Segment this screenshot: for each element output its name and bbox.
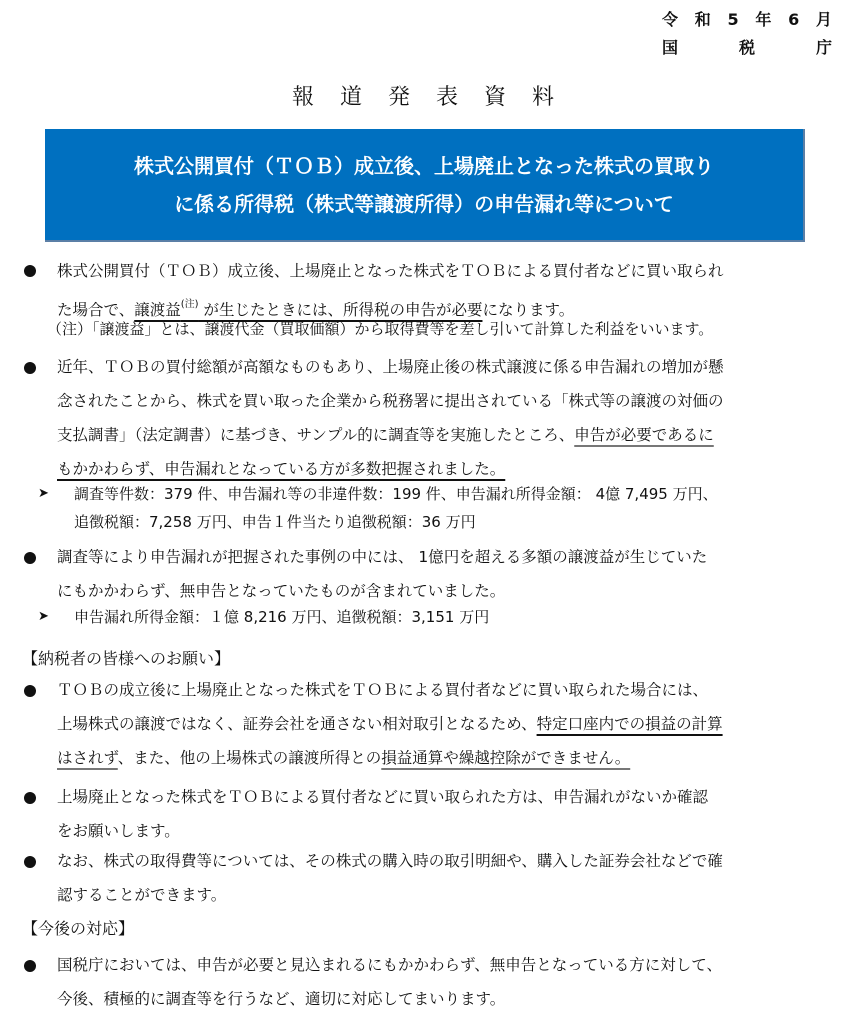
text-line: 念されたことから、株式を買い取った企業から税務署に提出されている「株式等の譲渡の対価の	[57, 392, 724, 410]
text-line: 株式公開買付（ＴＯＢ）成立後、上場廃止となった株式をＴＯＢによる買付者などに買い取られ	[57, 262, 724, 280]
arrow-bullet-icon: ➤	[38, 609, 49, 624]
bullet-paragraph-3	[57, 540, 837, 608]
footnote-marker: (注)	[180, 299, 199, 310]
underlined-text: もかかわらず、申告漏れとなっている方が多数把握されました。	[57, 460, 506, 478]
text-line: をお願いします。	[57, 822, 180, 840]
date-char: 6	[788, 10, 800, 29]
footnote: （注）「譲渡益」とは、譲渡代金（買取価額）から取得費等を差し引いて計算した利益をいいます。	[47, 320, 714, 338]
text-line: ＴＯＢの成立後に上場廃止となった株式をＴＯＢによる買付者などに買い取られた場合には、	[57, 681, 709, 699]
date-line	[662, 6, 832, 34]
page-title: 報道発表資料	[291, 85, 580, 110]
text-line: 近年、ＴＯＢの買付総額が高額なものもあり、上場廃止後の株式譲渡に係る申告漏れの増加が懸	[57, 358, 724, 376]
future-response-paragraph	[57, 948, 837, 1016]
underlined-text: 譲渡益$^{(注)}$ が生じたときには、所得税の申告が必要	[134, 299, 483, 319]
headline-line-2: に係る所得税（株式等譲渡所得）の申告漏れ等について	[174, 191, 674, 216]
text-line: にもかかわらず、無申告となっていたものが含まれていました。	[57, 582, 506, 600]
underlined-text: 特定口座内での損益の計算	[536, 715, 723, 733]
text-line: 支払調書」（法定調書）に基づき、サンプル的に調査等を実施したところ、申告が必要であるに	[57, 426, 714, 444]
date-char: 月	[815, 10, 832, 29]
request-paragraph-1	[57, 673, 837, 775]
text-line: はされず、また、他の上場株式の譲渡所得との損益通算や繰越控除ができません。	[57, 749, 631, 767]
text-line: 今後、積極的に調査等を行うなど、適切に対応してまいります。	[57, 990, 506, 1008]
headline-banner	[45, 129, 805, 242]
date-agency-block	[662, 6, 832, 62]
text-line: なお、株式の取得費等については、その株式の購入時の取引明細や、購入した証券会社などで確	[57, 852, 723, 870]
text-line: 国税庁においては、申告が必要と見込まれるにもかかわらず、無申告となっている方に対して、	[57, 956, 722, 974]
date-char: 令	[662, 10, 679, 29]
agency-line	[662, 34, 832, 62]
agency-char: 国	[662, 38, 679, 57]
arrow-bullet-icon: ➤	[38, 486, 49, 501]
text-line: 上場株式の譲渡ではなく、証券会社を通さない相対取引となるため、特定口座内での損益の計算	[57, 715, 723, 733]
underlined-text: 損益通算や繰越控除ができません。	[381, 749, 631, 767]
date-char: 5	[727, 10, 739, 29]
text-line: 追徴税額：7,258 万円、申告１件当たり追徴税額：36 万円	[74, 513, 476, 531]
underlined-text: 申告が必要であるに	[574, 426, 714, 444]
case-summary: 申告漏れ所得金額：１億 8,216 万円、追徴税額：3,151 万円	[74, 608, 490, 626]
text-line: 認することができます。	[57, 886, 227, 904]
underlined-text: はされず	[57, 749, 118, 767]
bullet-icon	[24, 960, 36, 972]
bullet-icon	[24, 362, 36, 374]
text-line: 調査等により申告漏れが把握された事例の中には、 1億円を超える多額の譲渡益が生じていた	[57, 548, 708, 566]
date-char: 年	[755, 10, 772, 29]
section-heading-future-response: 【今後の対応】	[22, 919, 135, 938]
statistics-summary	[74, 480, 834, 536]
bullet-icon	[24, 552, 36, 564]
bullet-icon	[24, 685, 36, 697]
request-paragraph-2	[57, 780, 837, 848]
headline-line-1: 株式公開買付（ＴＯＢ）成立後、上場廃止となった株式の買取り	[134, 153, 714, 178]
text-line: 上場廃止となった株式をＴＯＢによる買付者などに買い取られた方は、申告漏れがないか確認	[57, 788, 709, 806]
agency-char: 税	[738, 38, 755, 57]
section-heading-request: 【納税者の皆様へのお願い】	[22, 649, 231, 668]
bullet-icon	[24, 856, 36, 868]
date-char: 和	[694, 10, 711, 29]
agency-char: 庁	[815, 38, 832, 57]
bullet-icon	[24, 792, 36, 804]
bullet-icon	[24, 265, 36, 277]
bullet-paragraph-2	[57, 350, 837, 486]
request-paragraph-3	[57, 844, 837, 912]
text-line: 調査等件数：379 件、申告漏れ等の非違件数：199 件、申告漏れ所得金額： 4億 7,495 万円、	[74, 485, 718, 503]
text-line: た場合で、譲渡益$^{(注)}$ が生じたときには、所得税の申告が必要になります。	[57, 299, 575, 319]
